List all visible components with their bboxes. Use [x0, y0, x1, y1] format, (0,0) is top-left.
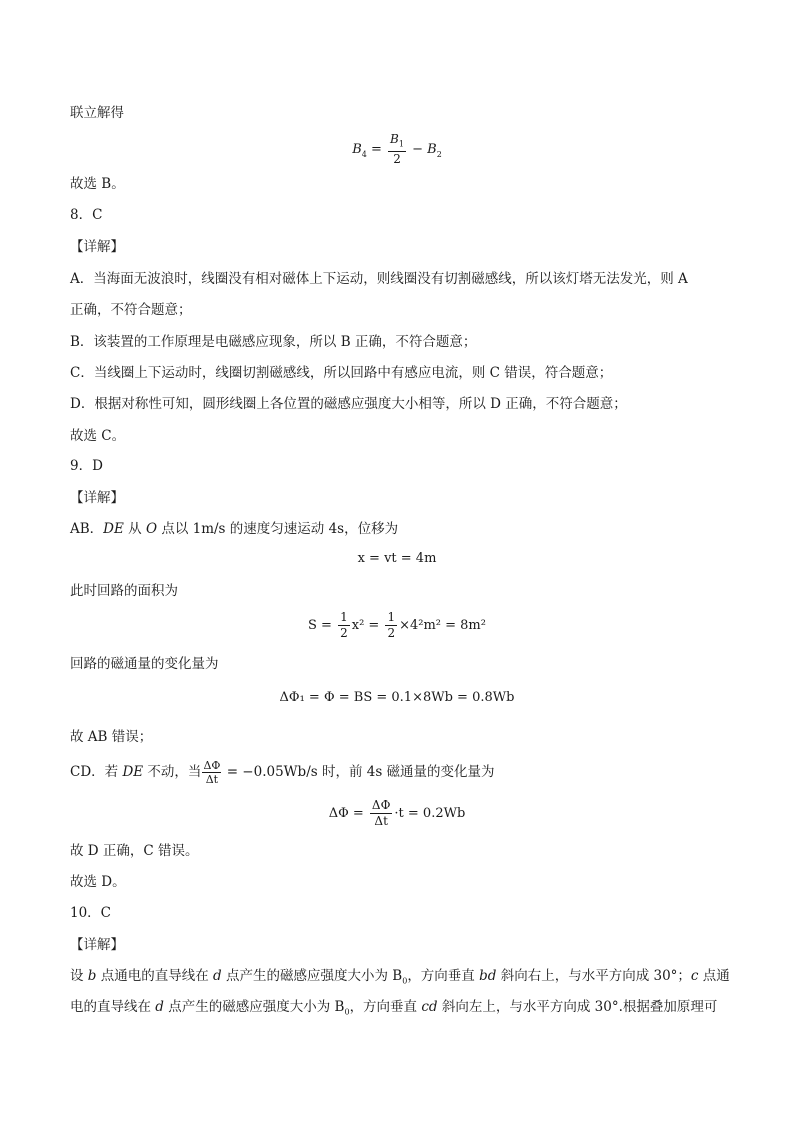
text-line: 此时回路的面积为: [70, 583, 178, 599]
section-heading: 【详解】: [70, 239, 124, 255]
text-line: 电的直导线在 d 点产生的磁感应强度大小为 $B_0$，方向垂直 cd 斜向左上，与水平方向成 30°.根据叠加原理可: [70, 999, 718, 1017]
equation-b4: [0, 132, 794, 167]
text-line: 故选 D。: [70, 874, 126, 890]
eq-fraction: $\frac{B_1}{2}$: [390, 132, 404, 167]
text-line: A．当海面无波浪时，线圈没有相对磁体上下运动，则线圈没有切割磁感线，所以该灯塔无法发光，则 A: [70, 271, 688, 287]
text-line: 设 b 点通电的直导线在 d 点产生的磁感应强度大小为 $B_0$，方向垂直 bd 斜向右上，与水平方向成 30°；c 点通: [70, 968, 730, 986]
section-heading: 【详解】: [70, 490, 124, 506]
text-line: 联立解得: [70, 105, 124, 121]
text-line: CD．若 DE 不动，当 $\frac{\Delta\Phi}{\Delta t}$ = −0.05Wb/s 时，前 4s 磁通量的变化量为: [70, 759, 495, 786]
text-line: B．该装置的工作原理是电磁感应现象，所以 B 正确，不符合题意；: [70, 334, 477, 350]
answer-number: 8．C: [70, 207, 103, 223]
answer-number: 9．D: [70, 458, 103, 474]
eq-var: − B: [407, 142, 437, 158]
text-line: 故选 C。: [70, 428, 126, 444]
inline-fraction: $\frac{\Delta\Phi}{\Delta t}$: [203, 759, 221, 786]
eq-var: B: [352, 142, 362, 158]
eq-sub: 2: [436, 149, 442, 159]
answer-number: 10．C: [70, 905, 112, 921]
eq-op: =: [366, 142, 387, 158]
text-line: 故选 B。: [70, 176, 125, 192]
section-heading: 【详解】: [70, 937, 124, 953]
text-line: D．根据对称性可知，圆形线圈上各位置的磁感应强度大小相等，所以 D 正确，不符合题意；: [70, 396, 627, 412]
text-line: 回路的磁通量的变化量为: [70, 656, 219, 672]
equation-flux-change: ΔΦ = $\frac{\Delta\Phi}{\Delta t}$ ·t = 0.2Wb: [328, 798, 466, 828]
text-line: 故 AB 错误；: [70, 729, 153, 745]
text-line: AB．DE 从 O 点以 1m/s 的速度匀速运动 4s，位移为: [70, 521, 399, 537]
equation-flux: ΔΦ₁ = Φ = BS = 0.1×8Wb = 0.8Wb: [279, 690, 515, 705]
text-line: 正确，不符合题意；: [70, 302, 192, 318]
eq-sub: 4: [361, 149, 367, 159]
equation-area: S = $\frac{1}{2}$ x² = $\frac{1}{2}$ ×4²m² = 8m²: [308, 610, 486, 640]
text-line: 故 D 正确，C 错误。: [70, 843, 199, 859]
equation-displacement: x = vt = 4m: [357, 551, 437, 566]
text-line: C．当线圈上下运动时，线圈切割磁感线，所以回路中有感应电流，则 C 错误，符合题意；: [70, 365, 613, 381]
